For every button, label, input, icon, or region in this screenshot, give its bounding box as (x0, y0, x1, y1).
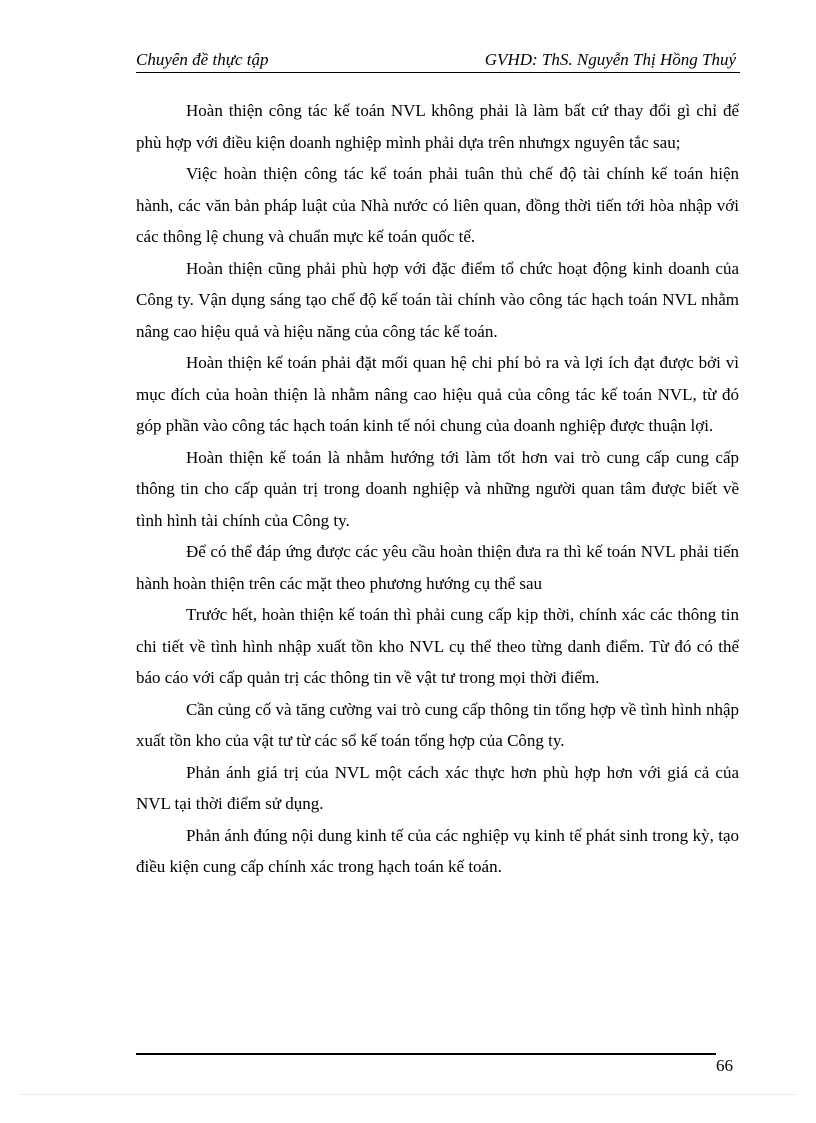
body-text (136, 95, 739, 883)
header-title: Chuyên đề thực tập (136, 50, 269, 69)
footer-divider (136, 1053, 716, 1055)
paragraph: Hoàn thiện cũng phải phù hợp với đặc điểm tổ chức hoạt động kinh doanh của Công ty. Vận dụng sáng tạo chế độ kế toán tài chính vào công tác hạch toán NVL nhằm nâng cao hiệu quả và hiệu năng của công tác kế toán. (136, 258, 739, 341)
paragraph: Hoàn thiện kế toán phải đặt mối quan hệ chi phí bỏ ra và lợi ích đạt được bởi vì mục đích của hoàn thiện là nhằm nâng cao hiệu quả của công tác kế toán NVL, từ đó góp phần vào công tác hạch toán kinh tế nói chung của doanh nghiệp được thuận lợi. (136, 353, 739, 435)
paragraph: Để có thể đáp ứng được các yêu cầu hoàn thiện đưa ra thì kế toán NVL phải tiến hành hoàn thiện trên các mặt theo phương hướng cụ thể sau (136, 542, 739, 593)
paragraph: Hoàn thiện công tác kế toán NVL không phải là làm bất cứ thay đổi gì chỉ để phù hợp với điều kiện doanh nghiệp mình phải dựa trên nhưngx nguyên tắc sau; (136, 101, 739, 152)
paragraph: Hoàn thiện kế toán là nhằm hướng tới làm tốt hơn vai trò cung cấp cung cấp thông tin cho cấp quản trị trong doanh nghiệp và những người quan tâm được biết về tình hình tài chính của Công ty. (136, 447, 739, 530)
paragraph: Trước hết, hoàn thiện kế toán thì phải cung cấp kịp thời, chính xác các thông tin chi tiết về tình hình nhập xuất tồn kho NVL cụ thể theo từng danh điểm. Từ đó có thể báo cáo với cấp quản trị các thông tin về vật tư trong mọi thời điểm. (136, 605, 739, 687)
paragraph: Việc hoàn thiện công tác kế toán phải tuân thủ chế độ tài chính kế toán hiện hành, các văn bản pháp luật của Nhà nước có liên quan, đồng thời tiến tới hòa nhập với các thông lệ chung và chuẩn mực kế toán quốc tế. (136, 164, 739, 246)
paragraph: Phản ánh giá trị của NVL một cách xác thực hơn phù hợp hơn với giá cả của NVL tại thời điểm sử dụng. (136, 762, 739, 813)
page-number: 66 (716, 1056, 733, 1075)
page-bottom-dotted-edge (20, 1094, 796, 1095)
header-supervisor: GVHD: ThS. Nguyễn Thị Hồng Thuý (484, 50, 736, 69)
paragraph: Phản ánh đúng nội dung kinh tế của các nghiệp vụ kinh tế phát sinh trong kỳ, tạo điều kiện cung cấp chính xác trong hạch toán kế toán. (136, 825, 739, 876)
paragraph: Cần củng cố và tăng cường vai trò cung cấp thông tin tổng hợp về tình hình nhập xuất tồn kho của vật tư từ các sổ kế toán tổng hợp của Công ty. (136, 699, 739, 750)
page-header (136, 50, 740, 73)
